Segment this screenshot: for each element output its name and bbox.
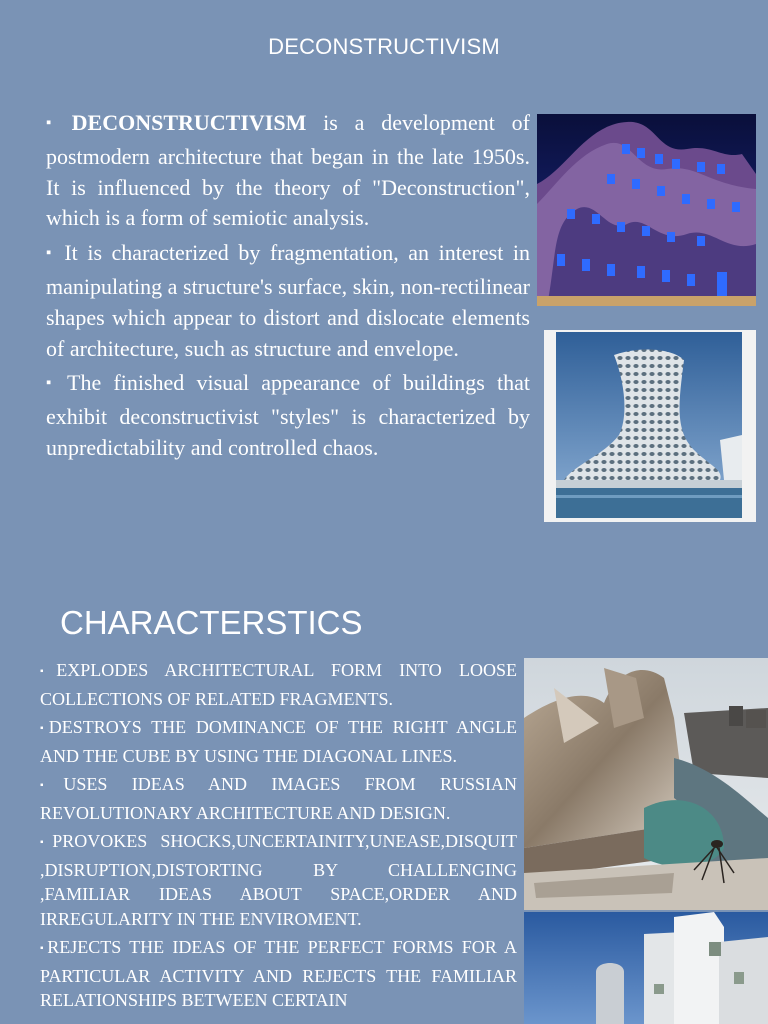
- building-photo-guggenheim-river: [524, 658, 768, 910]
- list-item: ▪EXPLODES ARCHITECTURAL FORM INTO LOOSE COLLECTIONS OF RELATED FRAGMENTS.: [40, 660, 517, 709]
- intro-paragraph-1: [46, 108, 530, 234]
- square-bullet-icon: ▪: [40, 837, 53, 848]
- list-item: ▪USES IDEAS AND IMAGES FROM RUSSIAN REVOLUTIONARY ARCHITECTURE AND DESIGN.: [40, 774, 518, 823]
- bullet-icon: ▪: [46, 245, 56, 262]
- intro-paragraph-text: It is characterized by fragmentation, an interest in manipulating a structure's surface, skin, non-rectilinear shapes which appear to distort and dislocate elements of architecture, such as structure and envelope.: [46, 240, 530, 361]
- intro-bold-term: DECONSTRUCTIVISM: [71, 110, 307, 135]
- square-bullet-icon: ▪: [40, 666, 57, 677]
- square-bullet-icon: ▪: [40, 943, 48, 954]
- intro-paragraph-text: The finished visual appearance of buildings that exhibit deconstructivist "styles" is characterized by unpredictability and controlled chaos.: [46, 370, 530, 460]
- list-item: ▪DESTROYS THE DOMINANCE OF THE RIGHT ANGLE AND THE CUBE BY USING THE DIAGONAL LINES.: [40, 717, 518, 766]
- bullet-icon: ▪: [46, 115, 63, 131]
- list-item: ▪REJECTS THE IDEAS OF THE PERFECT FORMS FOR A PARTICULAR ACTIVITY AND REJECTS THE FAMILIAR RELATIONSHIPS BETWEEN CERTAIN: [40, 937, 517, 1010]
- building-photo-white-cubes: [524, 912, 768, 1024]
- intro-paragraph-3: [46, 368, 530, 463]
- square-bullet-icon: ▪: [40, 723, 49, 734]
- intro-paragraph-text: is a development of postmodern architecture that began in the late 1950s. It is influenced by the theory of "Deconstruction", which is a form of semiotic analysis.: [46, 110, 530, 231]
- bullet-icon: ▪: [46, 375, 59, 392]
- slide-title: DECONSTRUCTIVISM: [268, 34, 500, 59]
- characteristics-list: [40, 658, 517, 1017]
- list-item: ▪PROVOKES SHOCKS,UNCERTAINITY,UNEASE,DISQUIT ,DISRUPTION,DISTORTING BY CHALLENGING ,FAMILIAR IDEAS ABOUT SPACE,ORDER AND IRREGULARITY IN THE ENVIROMENT.: [40, 831, 517, 929]
- intro-text: [46, 108, 530, 468]
- section-heading-characteristics: CHARACTERSTICS: [60, 604, 363, 641]
- building-photo-blue-night: [537, 114, 756, 306]
- intro-paragraph-2: [46, 238, 530, 364]
- square-bullet-icon: ▪: [40, 780, 64, 791]
- building-photo-perforated-tower: [544, 330, 756, 522]
